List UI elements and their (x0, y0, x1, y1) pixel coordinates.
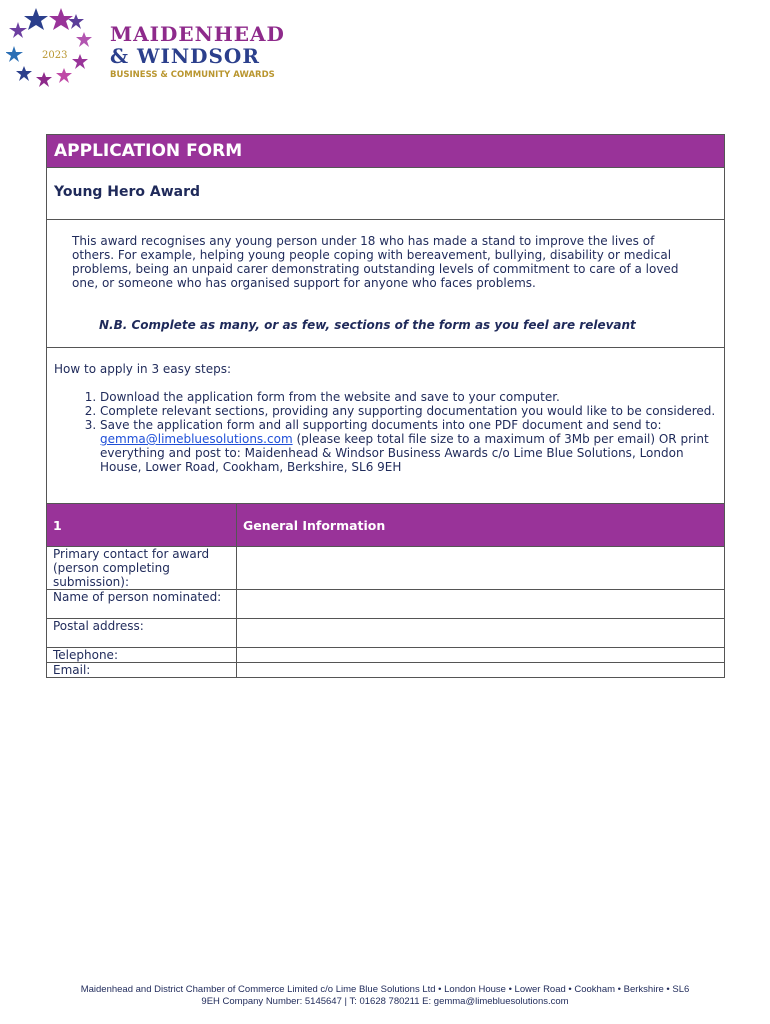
step-2: 2. Complete relevant sections, providing any supporting documentation you would like to be considered. (100, 404, 716, 418)
field-label-postal-address: Postal address: (47, 619, 237, 648)
award-name: Young Hero Award (47, 168, 725, 220)
award-description-cell (47, 220, 725, 348)
footer-line-1: Maidenhead and District Chamber of Commerce Limited c/o Lime Blue Solutions Ltd • London House • Lower Road • Cookham • Berkshire • SL6 (80, 984, 690, 995)
page-footer (0, 984, 770, 1008)
step-3 (100, 418, 716, 474)
how-to-title: How to apply in 3 easy steps: (54, 362, 232, 376)
logo-line-1: MAIDENHEAD (110, 22, 285, 46)
field-input-postal-address[interactable] (237, 619, 725, 648)
section-title: General Information (237, 504, 725, 547)
field-label-telephone: Telephone: (47, 648, 237, 663)
field-input-primary-contact[interactable] (237, 547, 725, 590)
awards-logo (6, 6, 285, 88)
logo-line-2: & WINDSOR (110, 44, 260, 68)
field-label-nominee-name: Name of person nominated: (47, 590, 237, 619)
form-title: APPLICATION FORM (47, 135, 725, 168)
completion-note: N.B. Complete as many, or as few, sections of the form as you feel are relevant (99, 318, 636, 332)
award-description: This award recognises any young person under 18 who has made a stand to improve the lives of others. For example, helping young people coping with bereavement, bullying, disability or medical problems, being an unpaid carer demonstrating outstanding levels of commitment to care of a loved one, or someone who has organised support for anyone who faces problems. (72, 234, 679, 290)
field-input-telephone[interactable] (237, 648, 725, 663)
field-input-nominee-name[interactable] (237, 590, 725, 619)
logo-line-3: BUSINESS & COMMUNITY AWARDS (110, 70, 275, 80)
field-input-email[interactable] (237, 663, 725, 678)
logo-year: 2023 (42, 50, 68, 61)
section-number: 1 (47, 504, 237, 547)
star-ring-icon (6, 6, 106, 88)
steps-list (54, 390, 716, 474)
step-3-post: (please keep total file size to a maximum of 3Mb per email) OR print everything and post to: Maidenhead & Windsor Business Awards c/o Lime Blue Solutions, London House, Lower Road, Cookham, Berkshire, SL6 9EH (100, 432, 709, 474)
step-1: 1. Download the application form from the website and save to your computer. (100, 390, 716, 404)
field-label-primary-contact: Primary contact for award (person completing submission): (47, 547, 237, 590)
field-label-email: Email: (47, 663, 237, 678)
email-link[interactable]: gemma@limebluesolutions.com (100, 432, 293, 446)
footer-line-2: 9EH Company Number: 5145647 | T: 01628 780211 E: gemma@limebluesolutions.com (201, 996, 569, 1007)
how-to-apply (47, 348, 725, 504)
application-form (46, 134, 725, 678)
step-3-text: Save the application form and all supporting documents into one PDF document and send to: (100, 418, 662, 432)
